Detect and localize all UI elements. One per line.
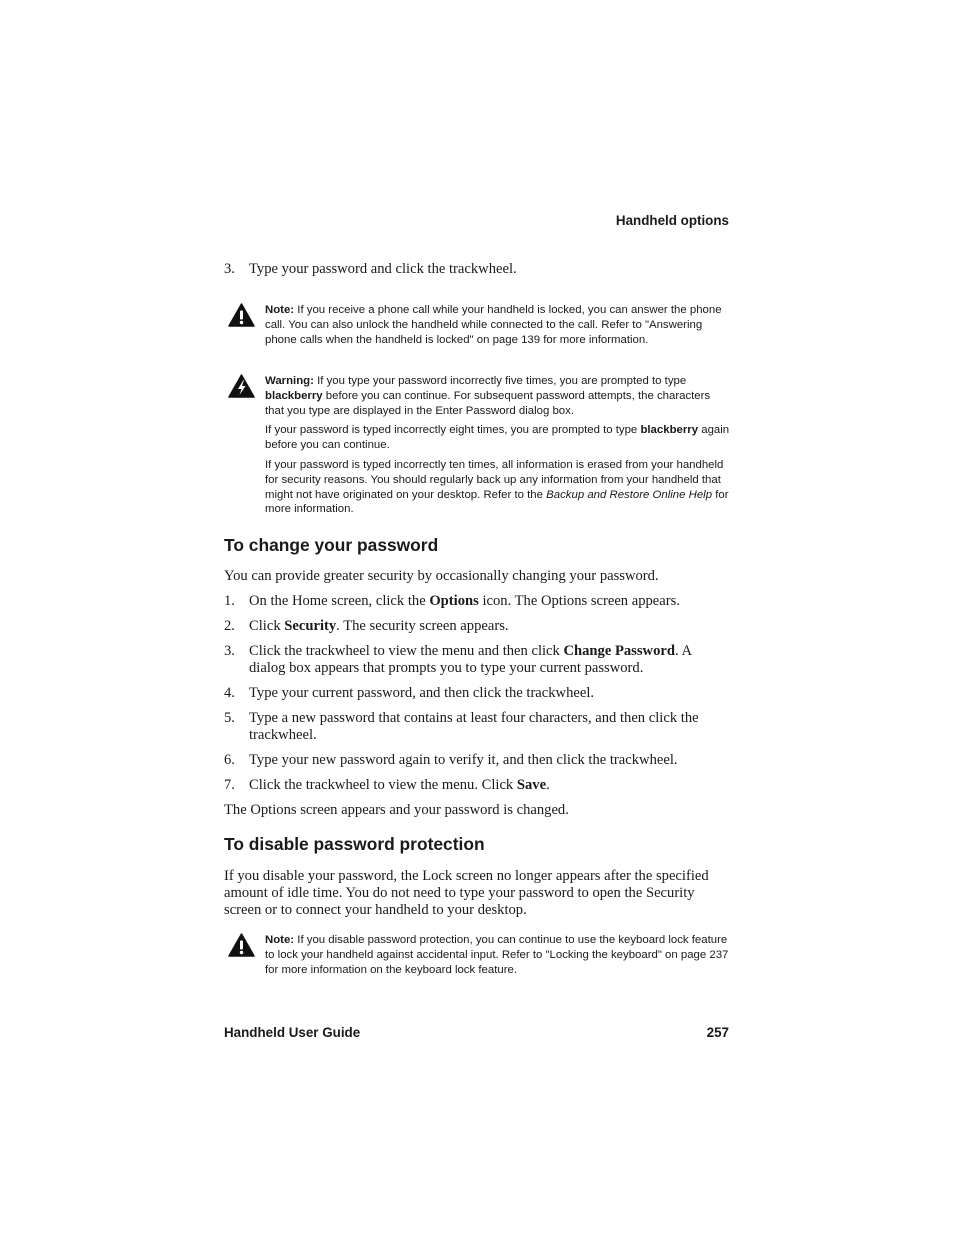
lightning-warning-icon xyxy=(228,374,255,398)
note-text: If you disable password protection, you can continue to use the keyboard lock feature to lock your handheld against accidental input. Refer to "Locking the keyboard" on page 237 for more information on the keyboard lock feature. xyxy=(265,934,729,976)
list-item: 7. Click the trackwheel to view the menu. Click Save. xyxy=(224,777,550,793)
warning-paragraph: If your password is typed incorrectly ten times, all information is erased from your handheld for security reasons. You should regularly back up any information from your handheld that might not have originated on your desktop. Refer to the Backup and Restore Online Help for more information. xyxy=(265,458,729,516)
step-text: Type your password and click the trackwheel. xyxy=(249,261,517,277)
section-heading: To change your password xyxy=(224,535,439,555)
note-text: If you receive a phone call while your handheld is locked, you can answer the phone call. You can also unlock the handheld while connected to the call. Refer to "Answering phone calls when the handheld is locked" on page 139 for more information. xyxy=(265,304,722,346)
footer-guide-title: Handheld User Guide xyxy=(224,1025,361,1040)
list-item: 1. On the Home screen, click the Options icon. The Options screen appears. xyxy=(224,593,680,609)
list-item: 6. Type your new password again to verify it, and then click the trackwheel. xyxy=(224,752,678,768)
running-header: Handheld options xyxy=(615,213,729,228)
step-number: 3. xyxy=(224,261,235,277)
note-label: Note: xyxy=(265,304,295,316)
warning-paragraph: Warning: If you type your password incorrectly five times, you are prompted to type blackberry before you can continue. For subsequent password attempts, the characters that you type are displayed in the Enter Password dialog box. xyxy=(265,375,711,417)
page-number: 257 xyxy=(706,1025,729,1040)
caution-triangle-icon xyxy=(228,933,255,957)
keyword: blackberry xyxy=(640,424,699,437)
warning-paragraph: If your password is typed incorrectly eight times, you are prompted to type blackberry again before you can continue. xyxy=(265,424,730,452)
doc-reference: Backup and Restore Online Help xyxy=(546,488,713,501)
section-heading: To disable password protection xyxy=(224,834,485,854)
section-outro: The Options screen appears and your password is changed. xyxy=(224,802,569,818)
list-item: 3. Click the trackwheel to view the menu and then click Change Password. A dialog box appears that prompts you to type your current password. xyxy=(224,643,692,676)
list-item: 4. Type your current password, and then click the trackwheel. xyxy=(224,685,595,701)
list-item: 2. Click Security. The security screen appears. xyxy=(224,618,509,634)
warning-label: Warning: xyxy=(265,375,314,387)
section-intro: If you disable your password, the Lock screen no longer appears after the specified amount of idle time. You do not need to type your password to open the Security screen or to connect your handheld to your desktop. xyxy=(224,868,709,918)
list-item: 5. Type a new password that contains at least four characters, and then click the trackwheel. xyxy=(224,710,699,743)
list-item xyxy=(224,261,729,278)
keyword: blackberry xyxy=(265,389,323,402)
note-label: Note: xyxy=(265,934,295,946)
section-intro: You can provide greater security by occasionally changing your password. xyxy=(224,568,659,584)
caution-triangle-icon xyxy=(228,303,255,327)
